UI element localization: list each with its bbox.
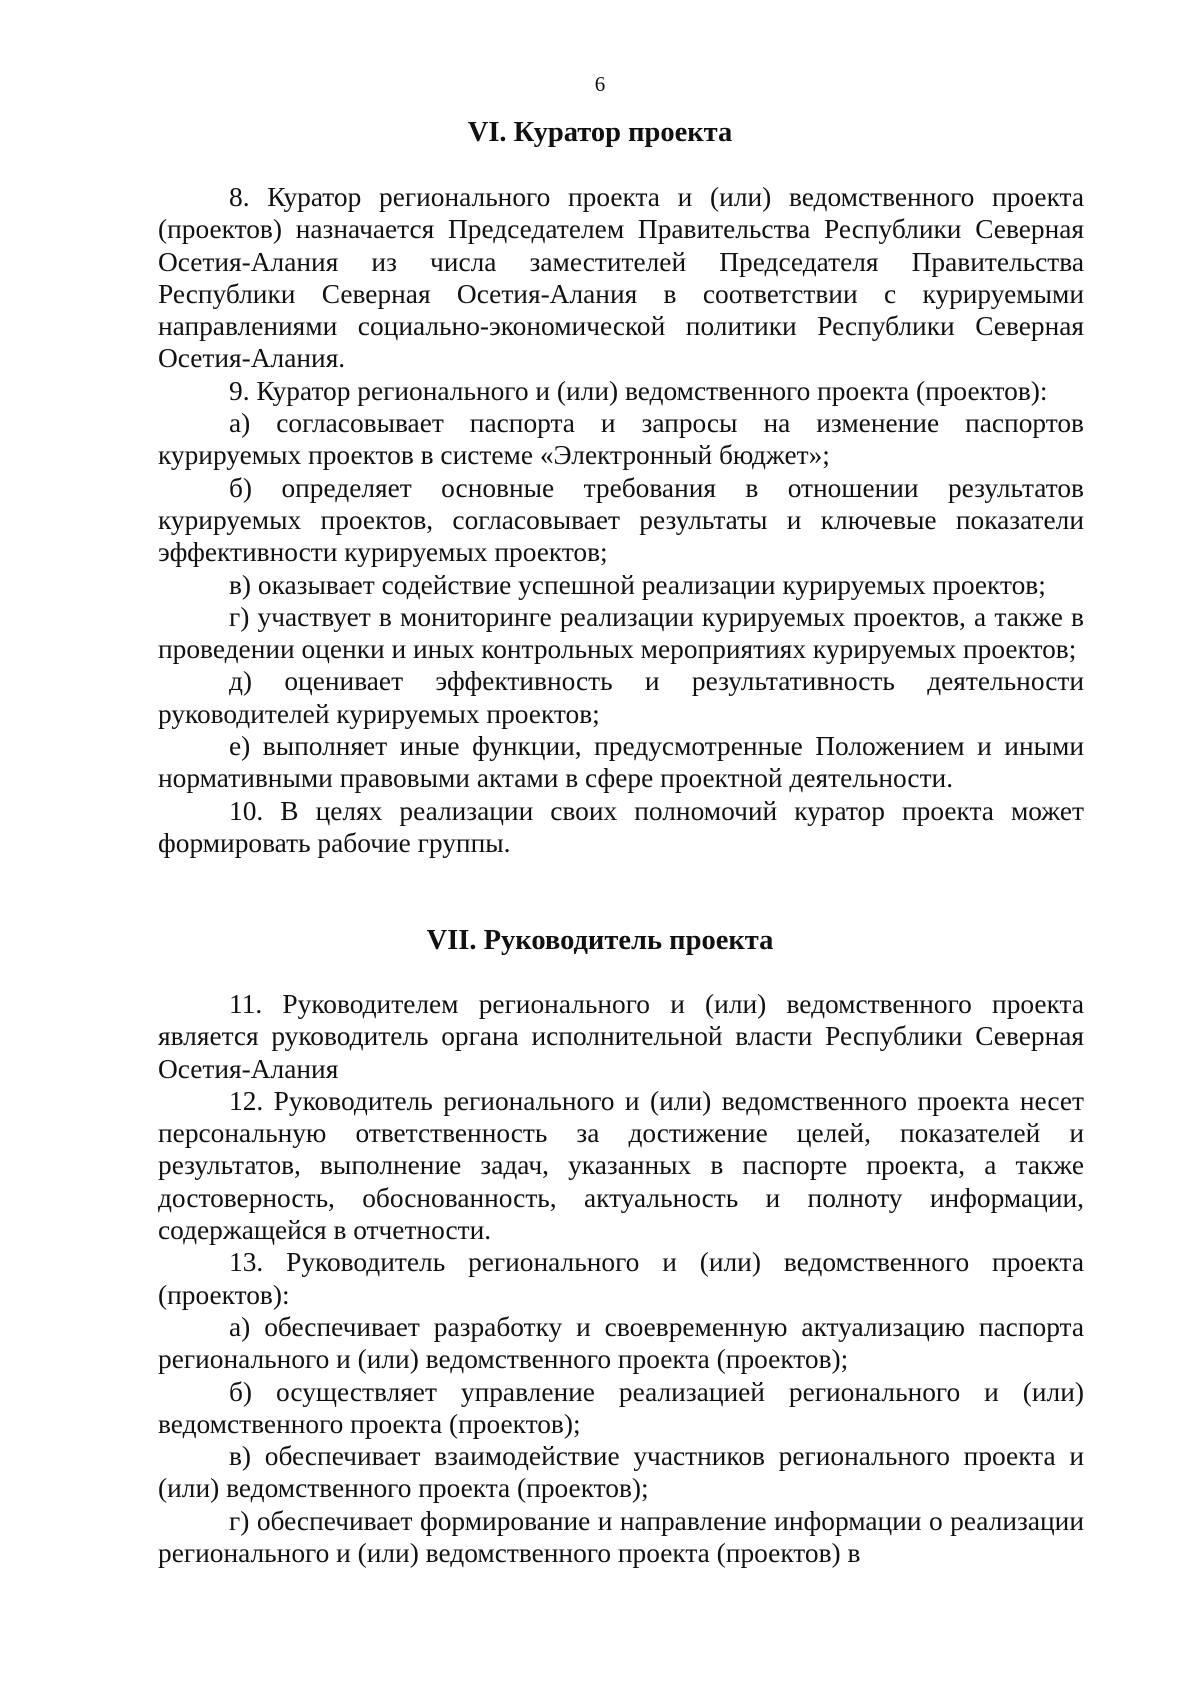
paragraph-13v: в) обеспечивает взаимодействие участников регионального проекта и (или) ведомственного проекта (проектов); xyxy=(158,1441,1084,1504)
paragraph-11: 11. Руководителем регионального и (или) ведомственного проекта является руководитель органа исполнительной власти Республики Северная Осетия-Алания xyxy=(158,989,1084,1084)
paragraph-9b: б) определяет основные требования в отношении результатов курируемых проектов, согласовывает результаты и ключевые показатели эффективности курируемых проектов; xyxy=(158,472,1084,568)
section-7-body xyxy=(158,988,1084,1569)
section-6-body xyxy=(158,181,1084,859)
paragraph-13a: а) обеспечивает разработку и своевременную актуализацию паспорта регионального и (или) ведомственного проекта (проектов); xyxy=(158,1311,1084,1375)
paragraph-9g: г) участвует в мониторинге реализации курируемых проектов, а также в проведении оценки и иных контрольных мероприятиях курируемых проектов; xyxy=(158,601,1084,665)
paragraph-9: 9. Куратор регионального и (или) ведомственного проекта (проектов): xyxy=(229,375,1048,406)
paragraph-9a: а) согласовывает паспорта и запросы на изменение паспортов курируемых проектов в системе «Электронный бюджет»; xyxy=(158,408,1084,471)
paragraph-9e: е) выполняет иные функции, предусмотренные Положением и иными нормативными правовыми актами в сфере проектной деятельности. xyxy=(158,731,1084,794)
section-6-heading: VI. Куратор проекта xyxy=(467,117,733,148)
paragraph-13: 13. Руководитель регионального и (или) ведомственного проекта (проектов): xyxy=(158,1247,1084,1310)
paragraph-9v: в) оказывает содействие успешной реализации курируемых проектов; xyxy=(229,569,1046,600)
section-7-heading: VII. Руководитель проекта xyxy=(426,925,774,956)
paragraph-12: 12. Руководитель регионального и (или) ведомственного проекта несет персональную ответственность за достижение целей, показателей и результатов, выполнение задач, указанных в паспорте проекта, а также достоверность, обоснованность, актуальность и полноту информации, содержащейся в отчетности. xyxy=(158,1085,1084,1246)
paragraph-10: 10. В целях реализации своих полномочий куратор проекта может формировать рабочие группы. xyxy=(158,795,1084,858)
paragraph-9d: д) оценивает эффективность и результативность деятельности руководителей курируемых проектов; xyxy=(158,666,1084,729)
page-number: 6 xyxy=(594,72,606,96)
paragraph-13b: б) осуществляет управление реализацией регионального и (или) ведомственного проекта (проектов); xyxy=(158,1376,1084,1439)
paragraph-13g: г) обеспечивает формирование и направление информации о реализации регионального и (или) ведомственного проекта (проектов) в xyxy=(158,1505,1084,1569)
paragraph-8: 8. Куратор регионального проекта и (или) ведомственного проекта (проектов) назначается Председателем Правительства Республики Северная Осетия-Алания из числа заместителей Председателя Правительства Республики Северная Осетия-Алания в соответствии с курируемыми направлениями социально-экономической политики Республики Северная Осетия-Алания. xyxy=(158,182,1084,374)
